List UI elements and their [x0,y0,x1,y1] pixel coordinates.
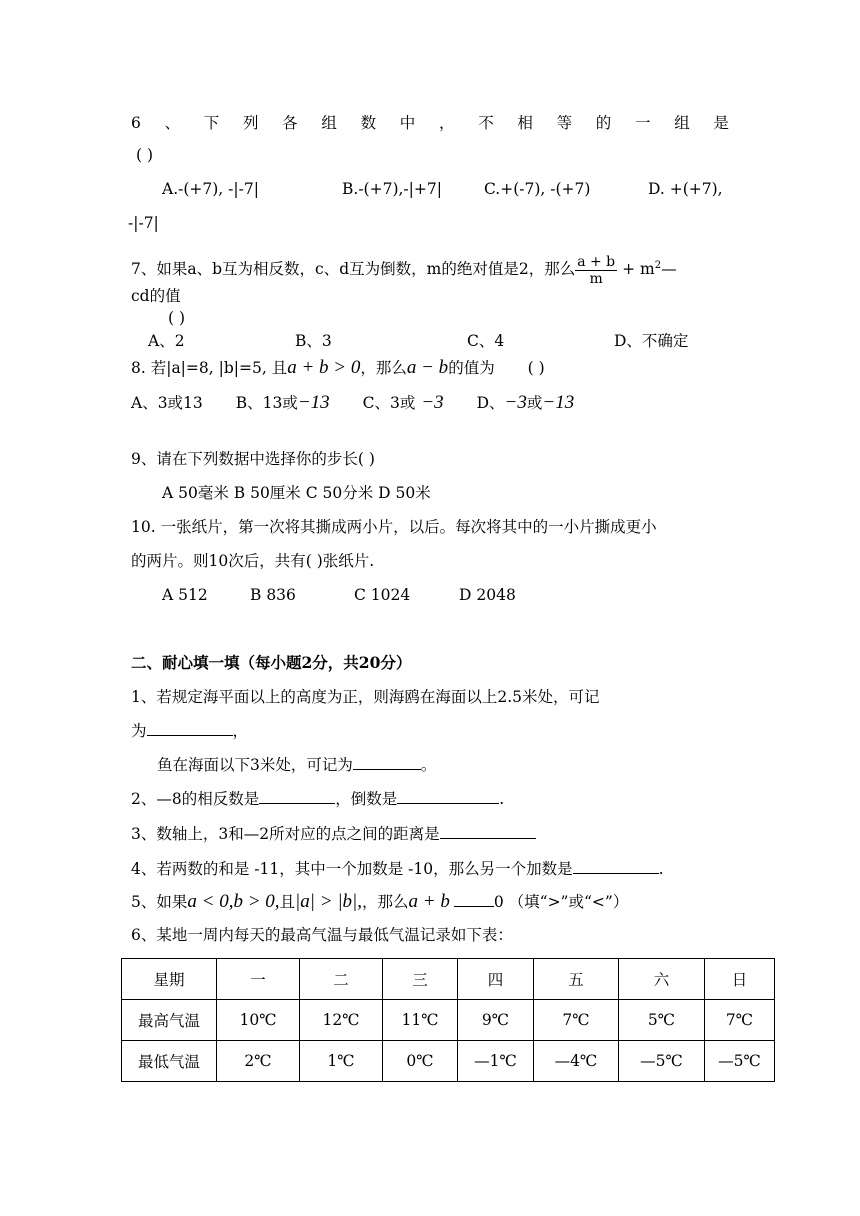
table-header-cell: 三 [383,959,458,1000]
q8-option-c-value: −3 [421,392,444,413]
q6-char: 列 [242,114,259,132]
table-row [122,1041,775,1082]
table-cell: 10℃ [217,1000,300,1041]
fill3-text: 3、数轴上，3和—2所对应的点之间的距离是 [131,825,440,843]
q6-char: ， [438,114,455,132]
fill5-and: 且 [279,893,296,911]
fill1b-answer-blank[interactable] [353,753,421,770]
q8-prefix: 8. 若|a|=8, |b|=5, 且 [131,359,288,377]
q6-char: 中 [399,114,416,132]
q6-char: 一 [635,114,651,132]
fill4-answer-blank[interactable] [573,857,659,874]
q6-char: 组 [674,114,690,132]
table-header-cell: 五 [534,959,619,1000]
q10-option-a: A 512 [162,586,208,604]
q6-option-a: A.-(+7), -|-7| [162,180,259,198]
fill2-answer-blank-2[interactable] [397,787,499,804]
q9-stem: 9、请在下列数据中选择你的步长( ) [131,450,375,468]
fill3-stem [131,822,536,845]
temperature-table [121,958,775,1082]
table-cell: 最高气温 [122,1000,217,1041]
table-cell: 5℃ [619,1000,705,1041]
table-cell: 11℃ [383,1000,458,1041]
q8-answer-paren: ( ) [527,359,545,377]
table-cell: 7℃ [705,1000,775,1041]
table-cell: 0℃ [383,1041,458,1082]
q7-suffix: + m [622,260,655,279]
table-header-cell: 一 [217,959,300,1000]
fill1-line3 [157,753,436,776]
q6-char: 不 [478,114,494,132]
q6-char: 的 [595,114,612,132]
fill2-prefix: 2、—8的相反数是 [131,790,260,808]
fill2-stem [131,787,504,810]
q8-mid: ，那么 [360,359,407,377]
table-header-cell: 日 [705,959,775,1000]
q7-option-b: B、3 [295,332,332,350]
q7-frac-num: a + b [577,253,616,270]
q8-suffix: 的值为 [448,359,495,377]
q8-option-d-value2: −13 [542,392,575,413]
q6-char: 相 [517,114,533,132]
table-cell: 最低气温 [122,1041,217,1082]
q8-stem [131,357,545,379]
fill4-text: 4、若两数的和是 -11，其中一个加数是 -10，那么另一个加数是 [131,860,573,878]
q6-char: 数 [360,114,377,132]
q6-char: 等 [556,114,573,132]
q8-option-d: D、 [476,394,505,412]
fill5-expression: a + b [408,891,450,912]
q10-stem: 10. 一张纸片，第一次将其撕成两小片，以后。每次将其中的一小片撕成更小 [131,518,657,536]
table-cell: —5℃ [705,1041,775,1082]
q6-char: 组 [321,114,337,132]
q7-stem-cont: cd的值 [131,287,181,305]
fill1b-suffix: 。 [420,756,437,774]
q10-stem-cont: 的两片。则10次后，共有( )张纸片. [131,552,375,570]
fill2-mid: ，倒数是 [335,790,398,808]
table-cell: 2℃ [217,1041,300,1082]
table-cell: —1℃ [458,1041,534,1082]
fill5-answer-blank[interactable] [454,890,494,907]
q8-option-a: A、3或13 [131,394,203,412]
table-header-cell: 星期 [122,959,217,1000]
fill6-stem: 6、某地一周内每天的最高气温与最低气温记录如下表： [131,926,513,944]
q6-char: 各 [282,114,298,132]
q7-answer-paren: ( ) [168,309,186,327]
fill5-mid: ，那么 [362,893,409,911]
fill1-suffix: ， [232,722,249,740]
fill5-abs-condition: |a| > |b|, [295,891,363,912]
table-cell: 12℃ [300,1000,383,1041]
q8-option-b: B、13或 [235,394,298,412]
q7-option-d: D、不确定 [614,332,689,350]
fill1b-prefix: 鱼在海面以下3米处，可记为 [157,756,353,774]
q7-prefix: 7、如果a、b互为相反数，c、d互为倒数，m的绝对值是2，那么 [131,260,576,279]
q8-option-d-or: 或 [526,394,543,412]
table-row [122,1000,775,1041]
q8-condition: a + b > 0 [287,357,361,378]
q6-option-c: C.+(-7), -(+7) [484,180,591,198]
table-cell: 9℃ [458,1000,534,1041]
fill2-answer-blank-1[interactable] [259,787,335,804]
fill1-stem: 1、若规定海平面以上的高度为正，则海鸥在海面以上2.5米处，可记 [131,688,600,706]
fill1-prefix: 为 [131,722,147,740]
q8-options [131,392,574,414]
q6-char: 下 [203,114,220,132]
q6-char: 是 [713,114,729,132]
section-2-heading: 二、耐心填一填（每小题2分，共20分） [131,653,412,672]
q7-fraction [575,254,617,287]
q6-option-d-cont: -|-7| [128,214,159,232]
q6-option-d: D. +(+7), [648,180,723,198]
table-header-cell: 六 [619,959,705,1000]
q7-option-a: A、2 [148,332,185,350]
q10-option-b: B 836 [250,586,296,604]
q8-option-c: C、3或 [362,394,416,412]
q6-char: 、 [164,114,181,132]
fill3-answer-blank[interactable] [440,822,536,839]
table-cell: 1℃ [300,1041,383,1082]
table-cell: —4℃ [534,1041,619,1082]
q7-stem [131,248,677,287]
q7-dash: — [661,260,677,279]
fill5-condition: a < 0,b > 0, [187,891,280,912]
fill2-suffix: . [499,790,505,808]
q8-expression: a − b [406,357,449,378]
q6-option-b: B.-(+7),-|+7| [342,180,442,198]
table-header-cell: 四 [458,959,534,1000]
table-cell: 7℃ [534,1000,619,1041]
q8-option-b-value: −13 [297,392,330,413]
fill1-line2 [131,719,248,742]
q9-options: A 50毫米 B 50厘米 C 50分米 D 50米 [162,484,431,502]
fill5-stem [131,890,628,913]
fill4-stem [131,857,664,880]
q10-option-c: C 1024 [354,586,411,604]
q7-option-c: C、4 [467,332,505,350]
q7-superscript: 2 [654,260,662,271]
q6-char: 6 [131,114,141,132]
q6-answer-paren: ( ) [136,146,154,164]
table-cell: —5℃ [619,1041,705,1082]
fill5-suffix: 0 （填“>”或“<”） [493,893,629,911]
q7-frac-den: m [589,270,603,287]
q6-stem [131,112,729,134]
table-header-cell: 二 [300,959,383,1000]
fill5-prefix: 5、如果 [131,893,188,911]
table-row [122,959,775,1000]
q10-option-d: D 2048 [459,586,516,604]
q8-option-d-value1: −3 [504,392,527,413]
fill4-suffix: . [658,860,664,878]
fill1-answer-blank[interactable] [147,719,233,736]
